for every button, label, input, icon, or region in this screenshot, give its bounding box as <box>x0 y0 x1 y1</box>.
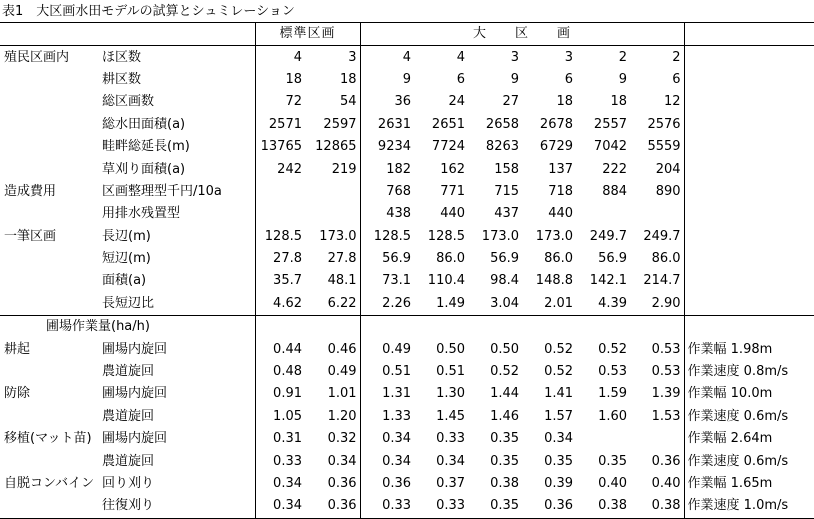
value-cell: 4 <box>255 46 305 69</box>
row-note: 作業速度 0.6m/s <box>684 406 814 428</box>
row-note <box>684 158 814 180</box>
value-cell: 0.34 <box>436 453 466 469</box>
value-cell: 0.35 <box>490 453 520 469</box>
value-cell: 771 <box>440 183 466 199</box>
value-cell <box>305 316 360 339</box>
row-category: 耕起 <box>4 341 31 357</box>
table-header-row <box>0 23 814 46</box>
header-blank-cell <box>0 23 100 46</box>
value-cell: 0.33 <box>360 495 414 518</box>
table-row <box>0 406 814 428</box>
value-cell: 6 <box>564 71 574 87</box>
value-cell: 86.0 <box>436 251 466 267</box>
value-cell: 173.0 <box>319 228 357 244</box>
value-cell <box>360 316 414 339</box>
value-cell: 2571 <box>255 114 305 136</box>
row-category <box>0 248 100 270</box>
row-label: 農道旋回 <box>102 364 155 380</box>
value-cell: 0.38 <box>576 495 630 518</box>
table-row <box>0 450 814 472</box>
table-row <box>0 338 814 360</box>
row-category: 防除 <box>4 386 31 402</box>
value-cell: 0.35 <box>490 431 520 447</box>
value-cell <box>522 316 576 339</box>
value-cell: 0.52 <box>544 341 574 357</box>
value-cell: 1.57 <box>544 408 574 424</box>
value-cell: 36 <box>360 91 414 113</box>
value-cell: 0.52 <box>598 341 628 357</box>
row-note <box>684 46 814 69</box>
value-cell <box>255 316 305 339</box>
value-cell: 1.53 <box>651 408 681 424</box>
table-row <box>0 361 814 383</box>
value-cell: 137 <box>548 161 574 177</box>
table-row <box>0 136 814 158</box>
value-cell: 0.53 <box>651 364 681 380</box>
value-cell: 6 <box>456 71 466 87</box>
value-cell: 3 <box>510 49 520 65</box>
row-note <box>684 203 814 225</box>
value-cell: 438 <box>360 203 414 225</box>
value-cell: 128.5 <box>255 226 305 248</box>
value-cell: 0.36 <box>522 495 576 518</box>
value-cell: 1.49 <box>414 293 468 316</box>
value-cell: 4 <box>360 46 414 69</box>
value-cell: 1.60 <box>598 408 628 424</box>
row-label: 長辺(m) <box>102 228 151 244</box>
value-cell: 173.0 <box>481 228 520 244</box>
value-cell: 2678 <box>539 116 574 132</box>
value-cell: 0.53 <box>651 341 681 357</box>
row-note <box>684 91 814 113</box>
value-cell: 0.31 <box>255 428 305 450</box>
row-category <box>0 270 100 292</box>
section-header-row <box>0 316 814 339</box>
value-cell: 0.49 <box>327 364 357 380</box>
value-cell: 1.39 <box>651 386 681 402</box>
value-cell: 1.05 <box>255 406 305 428</box>
value-cell: 2 <box>618 49 628 65</box>
value-cell: 24 <box>448 94 466 110</box>
value-cell: 1.41 <box>544 386 574 402</box>
row-label: 圃場内旋回 <box>102 341 168 357</box>
row-note <box>684 248 814 270</box>
value-cell: 249.7 <box>643 228 681 244</box>
value-cell <box>305 203 360 225</box>
value-cell <box>414 316 468 339</box>
value-cell: 0.34 <box>327 453 357 469</box>
row-label: 総水田面積(a) <box>102 116 186 132</box>
value-cell <box>630 316 684 339</box>
table-row <box>0 69 814 91</box>
value-cell: 173.0 <box>535 228 574 244</box>
row-note: 作業幅 10.0m <box>684 383 814 405</box>
value-cell: 9 <box>510 71 520 87</box>
row-label: ほ区数 <box>102 49 142 65</box>
row-label: 草刈り面積(a) <box>102 161 186 177</box>
value-cell: 54 <box>339 94 357 110</box>
value-cell: 1.59 <box>598 386 628 402</box>
value-cell <box>630 203 684 225</box>
value-cell <box>576 428 630 450</box>
simulation-table <box>0 22 814 519</box>
value-cell: 0.40 <box>598 476 628 491</box>
table-caption: 表1 大区画水田モデルの試算とシュミレーション <box>2 4 295 19</box>
row-note <box>684 293 814 316</box>
value-cell: 222 <box>602 161 628 177</box>
value-cell: 0.46 <box>327 341 357 357</box>
row-note <box>684 136 814 158</box>
header-standard-group: 標準区画 <box>255 23 360 46</box>
value-cell: 48.1 <box>327 273 357 289</box>
value-cell: 0.36 <box>305 495 360 518</box>
value-cell: 0.33 <box>255 450 305 472</box>
value-cell: 0.50 <box>436 341 466 357</box>
value-cell: 0.35 <box>468 495 522 518</box>
value-cell: 6.22 <box>305 293 360 316</box>
row-category <box>0 450 100 472</box>
value-cell: 0.48 <box>255 361 305 383</box>
value-cell: 4.62 <box>255 293 305 316</box>
value-cell: 0.34 <box>255 473 305 495</box>
value-cell: 0.50 <box>490 341 520 357</box>
value-cell: 0.34 <box>544 431 574 447</box>
value-cell: 110.4 <box>427 273 466 289</box>
value-cell: 7724 <box>431 139 466 155</box>
row-note <box>684 316 814 339</box>
row-label: 総区画数 <box>102 94 155 110</box>
value-cell: 18 <box>556 94 574 110</box>
row-category <box>0 361 100 383</box>
value-cell: 0.32 <box>327 431 357 447</box>
value-cell: 0.36 <box>360 473 414 495</box>
value-cell: 0.91 <box>255 383 305 405</box>
value-cell: 5559 <box>647 139 681 155</box>
value-cell: 715 <box>494 183 520 199</box>
value-cell: 2.90 <box>630 293 684 316</box>
value-cell: 27 <box>502 94 520 110</box>
value-cell: 0.52 <box>490 364 520 380</box>
table-row <box>0 181 814 203</box>
table-row <box>0 46 814 69</box>
value-cell: 182 <box>360 158 414 180</box>
row-note <box>684 181 814 203</box>
value-cell: 890 <box>655 183 681 199</box>
value-cell: 2631 <box>360 114 414 136</box>
value-cell: 0.36 <box>327 476 357 491</box>
value-cell: 0.35 <box>598 453 628 469</box>
value-cell <box>305 181 360 203</box>
value-cell: 86.0 <box>651 251 681 267</box>
value-cell: 158 <box>494 161 520 177</box>
value-cell: 0.34 <box>360 450 414 472</box>
value-cell: 1.46 <box>490 408 520 424</box>
value-cell: 35.7 <box>255 270 305 292</box>
table-row <box>0 428 814 450</box>
value-cell: 718 <box>548 183 574 199</box>
value-cell: 440 <box>440 206 466 222</box>
value-cell: 0.39 <box>544 476 574 491</box>
row-label: 往復刈り <box>100 495 255 518</box>
row-note: 作業幅 1.98m <box>684 338 814 360</box>
value-cell: 242 <box>255 158 305 180</box>
value-cell: 2597 <box>323 116 357 132</box>
value-cell: 0.52 <box>544 364 574 380</box>
value-cell: 7042 <box>593 139 628 155</box>
value-cell: 2.26 <box>360 293 414 316</box>
row-category <box>0 69 100 91</box>
row-label: 圃場内旋回 <box>102 431 168 447</box>
value-cell: 86.0 <box>544 251 574 267</box>
header-blank-cell <box>684 23 814 46</box>
row-label: 区画整理型千円/10a <box>102 183 222 199</box>
value-cell: 12 <box>663 94 681 110</box>
row-label: 畦畔総延長(m) <box>102 139 190 155</box>
value-cell: 0.35 <box>544 453 574 469</box>
row-category <box>0 406 100 428</box>
row-category <box>0 293 100 316</box>
value-cell: 0.53 <box>598 364 628 380</box>
value-cell: 56.9 <box>360 248 414 270</box>
table-row <box>0 248 814 270</box>
row-label: 農道旋回 <box>102 408 155 424</box>
value-cell: 0.37 <box>436 476 466 491</box>
row-category <box>0 136 100 158</box>
value-cell: 1.44 <box>490 386 520 402</box>
row-note: 作業速度 0.6m/s <box>684 450 814 472</box>
value-cell: 12865 <box>315 139 357 155</box>
value-cell: 142.1 <box>589 273 628 289</box>
value-cell: 1.31 <box>360 383 414 405</box>
value-cell: 3 <box>348 49 357 65</box>
row-category <box>0 114 100 136</box>
row-label: 短辺(m) <box>102 251 151 267</box>
value-cell: 2651 <box>431 116 466 132</box>
table-row <box>0 473 814 495</box>
value-cell: 8263 <box>485 139 520 155</box>
value-cell: 0.44 <box>255 338 305 360</box>
table-row <box>0 91 814 113</box>
value-cell: 3 <box>564 49 574 65</box>
value-cell: 0.33 <box>414 495 468 518</box>
value-cell: 4 <box>456 49 466 65</box>
value-cell: 56.9 <box>598 251 628 267</box>
row-label: 長短辺比 <box>100 293 255 316</box>
row-category: 造成費用 <box>4 183 57 199</box>
value-cell: 2.01 <box>522 293 576 316</box>
row-label: 回り刈り <box>102 476 155 491</box>
row-category: 殖民区画内 <box>4 49 70 65</box>
value-cell: 0.40 <box>651 476 681 491</box>
row-note: 作業速度 1.0m/s <box>684 495 814 518</box>
row-category: 一筆区画 <box>4 228 57 244</box>
value-cell: 0.49 <box>360 338 414 360</box>
value-cell: 0.33 <box>436 431 466 447</box>
row-label: 圃場内旋回 <box>102 386 168 402</box>
row-label: 面積(a) <box>102 273 147 289</box>
value-cell <box>630 428 684 450</box>
value-cell: 0.51 <box>360 361 414 383</box>
value-cell: 768 <box>360 181 414 203</box>
value-cell: 148.8 <box>535 273 574 289</box>
value-cell <box>576 316 630 339</box>
value-cell: 128.5 <box>360 226 414 248</box>
value-cell: 437 <box>494 206 520 222</box>
value-cell: 1.30 <box>436 386 466 402</box>
row-note <box>684 114 814 136</box>
row-category <box>0 91 100 113</box>
value-cell: 2658 <box>485 116 520 132</box>
table-row <box>0 270 814 292</box>
value-cell: 0.51 <box>436 364 466 380</box>
value-cell: 6729 <box>539 139 574 155</box>
value-cell: 1.45 <box>436 408 466 424</box>
table-row <box>0 203 814 225</box>
value-cell: 2 <box>672 49 681 65</box>
value-cell: 440 <box>548 206 574 222</box>
value-cell: 0.34 <box>255 495 305 518</box>
value-cell: 2557 <box>593 116 628 132</box>
value-cell: 214.7 <box>643 273 681 289</box>
value-cell: 18 <box>339 71 357 87</box>
row-note: 作業速度 0.8m/s <box>684 361 814 383</box>
row-note <box>684 270 814 292</box>
value-cell: 219 <box>331 161 357 177</box>
value-cell: 18 <box>255 69 305 91</box>
header-blank-cell <box>100 23 255 46</box>
value-cell: 98.4 <box>490 273 520 289</box>
row-category: 自脱コンバイン <box>4 476 95 491</box>
value-cell: 4.39 <box>576 293 630 316</box>
value-cell: 56.9 <box>490 251 520 267</box>
row-note <box>684 226 814 248</box>
value-cell: 73.1 <box>360 270 414 292</box>
value-cell <box>255 203 305 225</box>
row-note: 作業幅 1.65m <box>684 473 814 495</box>
row-category <box>0 158 100 180</box>
value-cell: 13765 <box>255 136 305 158</box>
row-label: 用排水残置型 <box>102 206 181 222</box>
table-row <box>0 158 814 180</box>
value-cell: 1.01 <box>327 386 357 402</box>
value-cell: 1.20 <box>327 408 357 424</box>
value-cell: 9 <box>618 71 628 87</box>
table-row <box>0 383 814 405</box>
row-label: 農道旋回 <box>102 453 155 469</box>
row-label: 耕区数 <box>102 71 142 87</box>
table-row <box>0 114 814 136</box>
table-row <box>0 226 814 248</box>
header-large-group: 大 区 画 <box>360 23 684 46</box>
value-cell: 128.5 <box>427 228 466 244</box>
row-note <box>684 69 814 91</box>
value-cell: 18 <box>610 94 628 110</box>
value-cell: 2576 <box>647 116 681 132</box>
value-cell: 249.7 <box>589 228 628 244</box>
value-cell: 6 <box>672 71 681 87</box>
value-cell: 27.8 <box>255 248 305 270</box>
value-cell: 9234 <box>360 136 414 158</box>
value-cell: 72 <box>255 91 305 113</box>
value-cell: 0.38 <box>630 495 684 518</box>
value-cell: 0.36 <box>651 453 681 469</box>
value-cell: 0.34 <box>360 428 414 450</box>
row-category: 移植(マット苗) <box>4 431 92 447</box>
row-note: 作業幅 2.64m <box>684 428 814 450</box>
value-cell: 27.8 <box>327 251 357 267</box>
value-cell <box>255 181 305 203</box>
value-cell: 162 <box>440 161 466 177</box>
value-cell: 884 <box>602 183 628 199</box>
value-cell: 9 <box>360 69 414 91</box>
value-cell: 1.33 <box>360 406 414 428</box>
section-header-label: 圃場作業量(ha/h) <box>46 319 150 335</box>
value-cell <box>576 203 630 225</box>
value-cell: 3.04 <box>468 293 522 316</box>
table-row <box>0 293 814 316</box>
value-cell: 204 <box>655 161 681 177</box>
value-cell <box>468 316 522 339</box>
value-cell: 0.38 <box>490 476 520 491</box>
row-category <box>0 203 100 225</box>
